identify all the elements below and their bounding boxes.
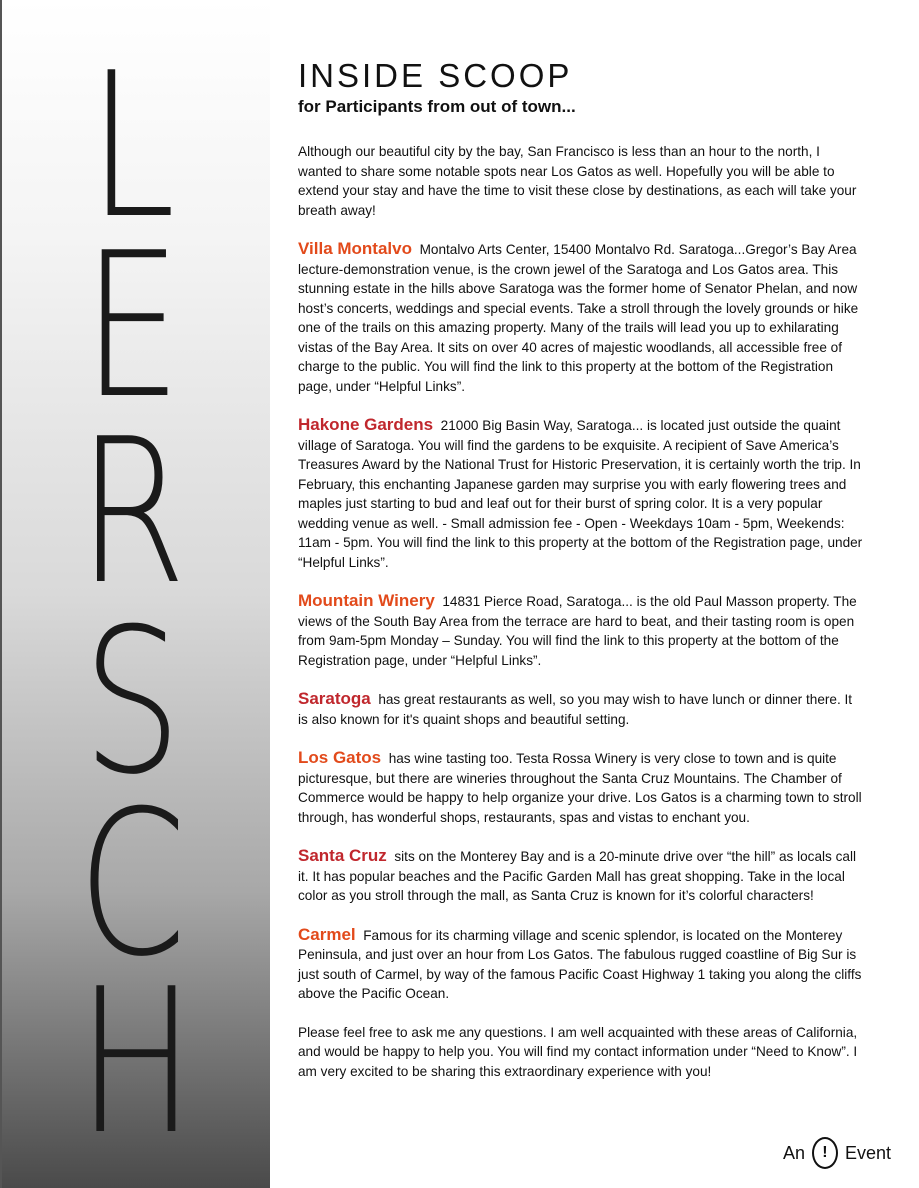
page-title: INSIDE SCOOP: [298, 57, 573, 94]
banner-letter-l: L: [88, 30, 176, 263]
main-content: [298, 58, 863, 1081]
logo-prefix: An: [782, 1142, 805, 1163]
banner-letter-s: S: [82, 586, 182, 819]
sidebar-name-banner: [0, 0, 270, 1188]
section-name: Saratoga: [298, 689, 371, 708]
section-text: 21000 Big Basin Way, Saratoga... is located just outside the quaint village of Saratoga. You will find the gardens to be exquisite. A recipient of Save America’s Treasures Award by the National Trust for Historic Preservation, it is certainly worth the trip. In February, this enchanting Japanese garden may surprise you with early flowering trees and maples just starting to bud and leaf out for their burst of spring color. It is a very popular wedding venue as well. - Small admission fee - Open - Weekdays 10am - 5pm, Weekends: 11am - 5pm. You will find the link to this property at the bottom of the Registration page, under “Helpful Links”.: [298, 418, 863, 570]
section-text: sits on the Monterey Bay and is a 20-minute drive over “the hill” as locals call it. It has popular beaches and the Pacific Garden Mall has great shopping. Take in the local color as you stroll through the mall, as Santa Cruz is known for it’s colorful characters!: [298, 849, 857, 903]
section-text: Famous for its charming village and scenic splendor, is located on the Monterey Peninsula, and just over an hour from Los Gatos. The fabulous rugged coastline of Big Sur is just south of Carmel, by way of the famous Pacific Coast Highway 1 taking you along the cliffs above the Pacific Ocean.: [298, 927, 862, 1001]
banner-letter-h: H: [77, 946, 195, 1179]
section-name: Carmel: [298, 924, 356, 944]
section-name: Santa Cruz: [298, 846, 387, 865]
section-text: 14831 Pierce Road, Saratoga... is the old Paul Masson property. The views of the South Bay Area from the terrace are hard to beat, and their tasting room is open from 9am-5pm Monday – Sunday. You will find the link to this property at the bottom of the Registration page, under “Helpful Links”.: [298, 594, 857, 668]
section-santa-cruz: [298, 846, 863, 906]
closing-paragraph: Please feel free to ask me any questions. I am well acquainted with these areas of California, and would be happy to help you. You will find my contact information under “Need to Know”. I am very excited to be sharing this extraordinary experience with you!: [298, 1024, 858, 1079]
section-text: has wine tasting too. Testa Rossa Winery is very close to town and is quite picturesque, but there are wineries throughout the Santa Cruz Mountains. The Chamber of Commerce would be happy to help organize your drive. Los Gatos is a charming town to stroll through, has wonderful shops, restaurants, spas and vistas to enchant you.: [298, 751, 862, 825]
section-villa-montalvo: [298, 239, 863, 396]
page-subtitle: for Participants from out of town...: [298, 97, 576, 116]
banner-letter-e: E: [82, 210, 182, 443]
section-name: Hakone Gardens: [298, 415, 434, 434]
section-text: has great restaurants as well, so you may wish to have lunch or dinner there. It is also known for it's quaint shops and beautiful setting.: [298, 692, 853, 727]
section-name: Villa Montalvo: [298, 239, 412, 258]
banner-letter-r: R: [77, 396, 187, 629]
section-name: Mountain Winery: [298, 591, 435, 610]
sidebar-edge: [0, 0, 2, 1188]
section-saratoga: [298, 689, 863, 729]
exclamation-circle-icon: !: [812, 1137, 838, 1169]
event-logo: [783, 1137, 891, 1169]
logo-suffix: Event: [844, 1142, 891, 1163]
section-text: Montalvo Arts Center, 15400 Montalvo Rd. Saratoga...Gregor’s Bay Area lecture-demonstration venue, is the crown jewel of the Saratoga and Los Gatos area. This stunning estate in the hills above Saratoga was the former home of Senator Phelan, and now host’s concerts, weddings and special events. Take a stroll through the lovely grounds or hike one of the trails on this amazing property. Many of the trails will lead you up to exhilarating vistas of the Bay Area. It sits on over 40 acres of majestic woodlands, all accessible free of charge to the public. You will find the link to this property at the bottom of the Registration page, under “Helpful Links”.: [298, 242, 859, 394]
section-mountain-winery: [298, 591, 863, 670]
banner-letter-c: C: [77, 768, 187, 1001]
section-hakone-gardens: [298, 415, 863, 572]
section-carmel: [298, 925, 863, 1004]
section-name: Los Gatos: [298, 748, 382, 767]
intro-paragraph: Although our beautiful city by the bay, San Francisco is less than an hour to the north, I wanted to share some notable spots near Los Gatos as well. Hopefully you will be able to extend your stay and have the time to visit these close by destinations, as each will take your breath away!: [298, 144, 857, 218]
section-los-gatos: [298, 748, 863, 827]
